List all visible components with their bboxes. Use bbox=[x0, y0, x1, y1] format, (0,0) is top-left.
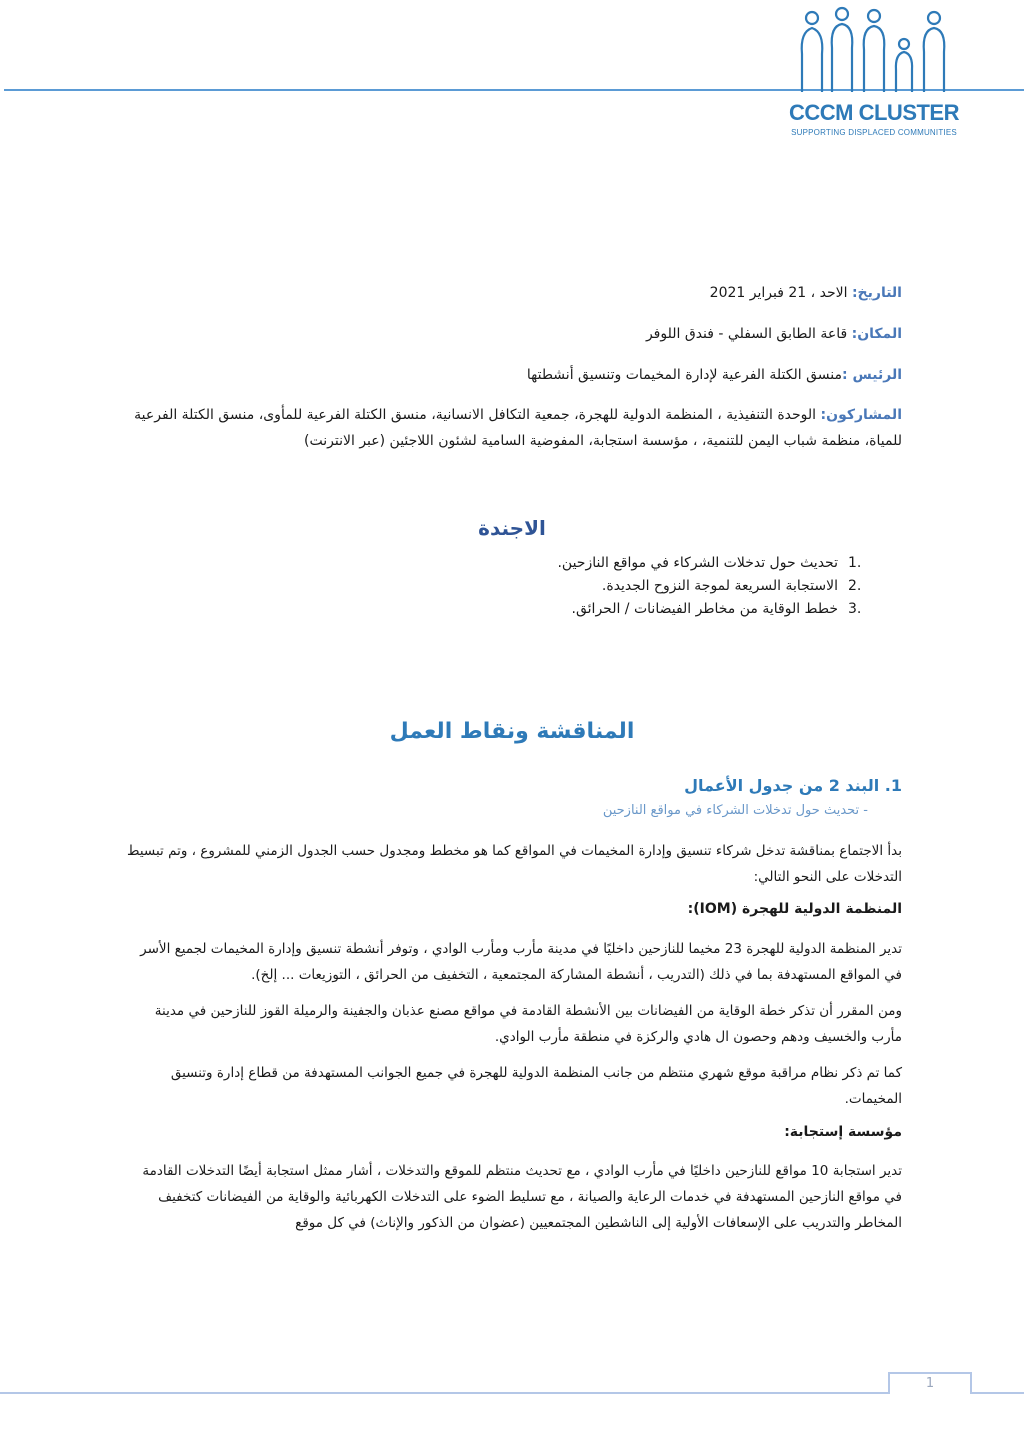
iom-paragraph-2: ومن المقرر أن تذكر خطة الوقاية من الفيضانات بين الأنشطة القادمة في مواقع مصنع عذبان والجفينة والرميلة القوز للنازحين في مدينة مأرب والخسيف ودهم وحصون ال هادي والركزة في منطقة مأرب الوادي. bbox=[154, 1003, 902, 1045]
iom-paragraph-3: كما تم ذكر نظام مراقبة موقع شهري منتظم من جانب المنظمة الدولية للهجرة في جميع الجوانب المستهدفة من قطاع إدارة وتنسيق المخيمات. bbox=[170, 1065, 902, 1107]
agenda-item bbox=[557, 575, 872, 598]
discussion-title: المناقشة ونقاط العمل bbox=[389, 719, 635, 744]
agenda-list bbox=[557, 552, 872, 621]
meta-place bbox=[646, 321, 902, 347]
date-label: التاريخ: bbox=[851, 285, 902, 301]
participants-value: الوحدة التنفيذية ، المنظمة الدولية للهجرة، جمعية التكافل الانسانية، منسق الكتلة الفرعية للمأوى، منسق الكتلة الفرعية للمياة، منظمة شباب اليمن للتنمية، ، مؤسسة استجابة، المفوضية السامية لشئون اللاجئين (عبر الانترنت) bbox=[134, 407, 902, 449]
agenda-item-text: خطط الوقاية من مخاطر الفيضانات / الحرائق. bbox=[571, 601, 838, 617]
chair-value: منسق الكتلة الفرعية لإدارة المخيمات وتنسيق أنشطتها bbox=[526, 367, 842, 383]
iom-paragraph-1: تدير المنظمة الدولية للهجرة 23 مخيما للنازحين داخليًا في مدينة مأرب ومأرب الوادي ، وتوفر أنشطة تنسيق وإدارة المخيمات لجميع الأسر في المواقع المستهدفة بما في ذلك (التدريب ، أنشطة المشاركة المجتمعية ، التخفيف من الحرائق ، التوزيعات ... إلخ). bbox=[140, 941, 902, 983]
agenda-item-text: تحديث حول تدخلات الشركاء في مواقع النازحين. bbox=[557, 555, 838, 571]
agenda-title: الاجندة bbox=[478, 516, 546, 540]
page-number: 1 bbox=[925, 1376, 935, 1391]
place-label: المكان: bbox=[851, 326, 902, 342]
iom-heading: المنظمة الدولية للهجرة (IOM): bbox=[687, 901, 902, 917]
cccm-logo bbox=[788, 4, 960, 140]
agenda-item-number: 1. bbox=[848, 555, 862, 571]
meta-date bbox=[710, 280, 902, 306]
agenda-item-subheading: - تحديث حول تدخلات الشركاء في مواقع النازحين bbox=[602, 803, 868, 818]
istijaba-heading: مؤسسة إستجابة: bbox=[784, 1124, 902, 1140]
meta-participants bbox=[130, 402, 902, 454]
participants-label: المشاركون: bbox=[820, 407, 902, 423]
people-silhouettes-icon bbox=[792, 4, 956, 96]
agenda-item bbox=[557, 552, 872, 575]
place-value: قاعة الطابق السفلي - فندق اللوفر bbox=[645, 326, 852, 342]
agenda-item bbox=[557, 598, 872, 621]
logo-subtitle: SUPPORTING DISPLACED COMMUNITIES bbox=[791, 128, 957, 137]
agenda-item-number: 2. bbox=[848, 578, 862, 594]
date-value: الاحد ، 21 فبراير 2021 bbox=[709, 285, 852, 301]
agenda-item-heading: 1. البند 2 من جدول الأعمال bbox=[684, 776, 902, 795]
agenda-item-number: 3. bbox=[848, 601, 862, 617]
footer-rule bbox=[0, 1392, 1024, 1394]
agenda-item-text: الاستجابة السريعة لموجة النزوح الجديدة. bbox=[601, 578, 838, 594]
logo-title: CCCM CLUSTER bbox=[789, 100, 959, 125]
istijaba-paragraph: تدير استجابة 10 مواقع للنازحين داخليًا في مأرب الوادي ، مع تحديث منتظم للموقع والتدخلات ، أشار ممثل استجابة أيضًا التدخلات القادمة في مواقع النازحين المستهدفة في خدمات الرعاية والصيانة ، مع تسليط الضوء على التدخلات الكهربائية والوقاية من الفيضانات كتخفيف المخاطر والتدريب على الإسعافات الأولية إلى الناشطين المجتمعيين (عضوان من الذكور والإناث) في كل موقع bbox=[142, 1163, 902, 1231]
meta-chair bbox=[527, 362, 902, 388]
intro-paragraph: بدأ الاجتماع بمناقشة تدخل شركاء تنسيق وإدارة المخيمات في المواقع كما هو مخطط ومجدول حسب الجدول الزمني للمشروع ، وتم تبسيط التدخلات على النحو التالي: bbox=[127, 843, 902, 885]
chair-label: الرئيس : bbox=[842, 367, 902, 383]
